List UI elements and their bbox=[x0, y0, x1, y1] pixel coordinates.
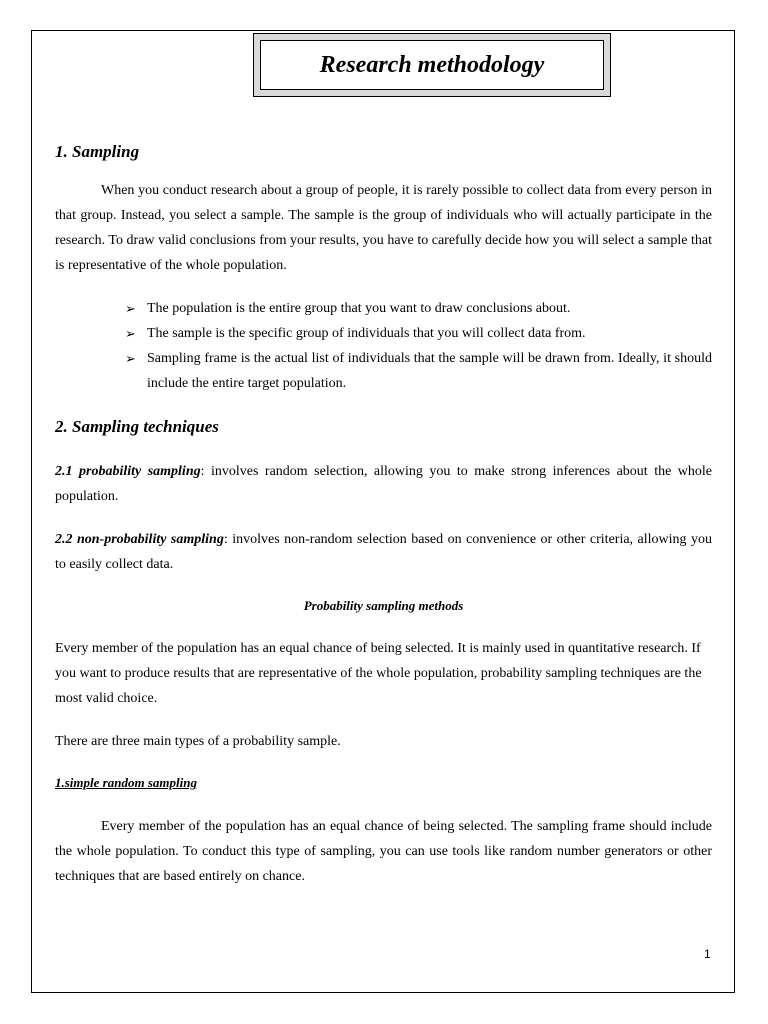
non-probability-sampling-text: : involves non-random selection based on convenience or other criteria, allowing you to easily collect data. bbox=[55, 532, 712, 572]
page-title: Research methodology bbox=[260, 40, 604, 90]
list-item: ➢ The sample is the specific group of individuals that you will collect data from. bbox=[125, 321, 712, 346]
section-heading-sampling: 1. Sampling bbox=[55, 142, 140, 161]
arrowhead-bullet-icon: ➢ bbox=[125, 326, 136, 341]
list-item: ➢ Sampling frame is the actual list of individuals that the sample will be drawn from. Ideally, it should include the entire target population. bbox=[125, 346, 712, 396]
non-probability-sampling-definition bbox=[55, 527, 712, 577]
section-heading-sampling-techniques: 2. Sampling techniques bbox=[55, 417, 219, 436]
types-sentence: There are three main types of a probability sample. bbox=[55, 734, 341, 749]
simple-random-sampling-paragraph: Every member of the population has an equal chance of being selected. The sampling frame should include the whole population. To conduct this type of sampling, you can use tools like random number generators or other techniques that are based entirely on chance. bbox=[55, 819, 712, 884]
probability-methods-heading: Probability sampling methods bbox=[303, 598, 464, 613]
probability-sampling-label: 2.1 probability sampling bbox=[55, 464, 201, 479]
probability-sampling-definition bbox=[55, 459, 712, 509]
arrowhead-bullet-icon: ➢ bbox=[125, 301, 136, 316]
probability-methods-paragraph: Every member of the population has an equal chance of being selected. It is mainly used in quantitative research. If you want to produce results that are representative of the whole population, probability sampling techniques are the most valid choice. bbox=[55, 641, 702, 706]
title-frame bbox=[253, 33, 611, 97]
simple-random-sampling-heading: 1.simple random sampling bbox=[55, 775, 197, 790]
page-number: 1 bbox=[704, 947, 711, 961]
arrowhead-bullet-icon: ➢ bbox=[125, 351, 136, 366]
sampling-paragraph: When you conduct research about a group of people, it is rarely possible to collect data from every person in that group. Instead, you select a sample. The sample is the group of individuals who will actually participate in the research. To draw valid conclusions from your results, you have to carefully decide how you will select a sample that is representative of the whole population. bbox=[55, 183, 712, 273]
list-item: ➢ The population is the entire group that you want to draw conclusions about. bbox=[125, 296, 712, 321]
probability-sampling-text: : involves random selection, allowing you to make strong inferences about the whole population. bbox=[55, 464, 712, 504]
sampling-bullet-list bbox=[125, 296, 712, 396]
non-probability-sampling-label: 2.2 non-probability sampling bbox=[55, 532, 224, 547]
